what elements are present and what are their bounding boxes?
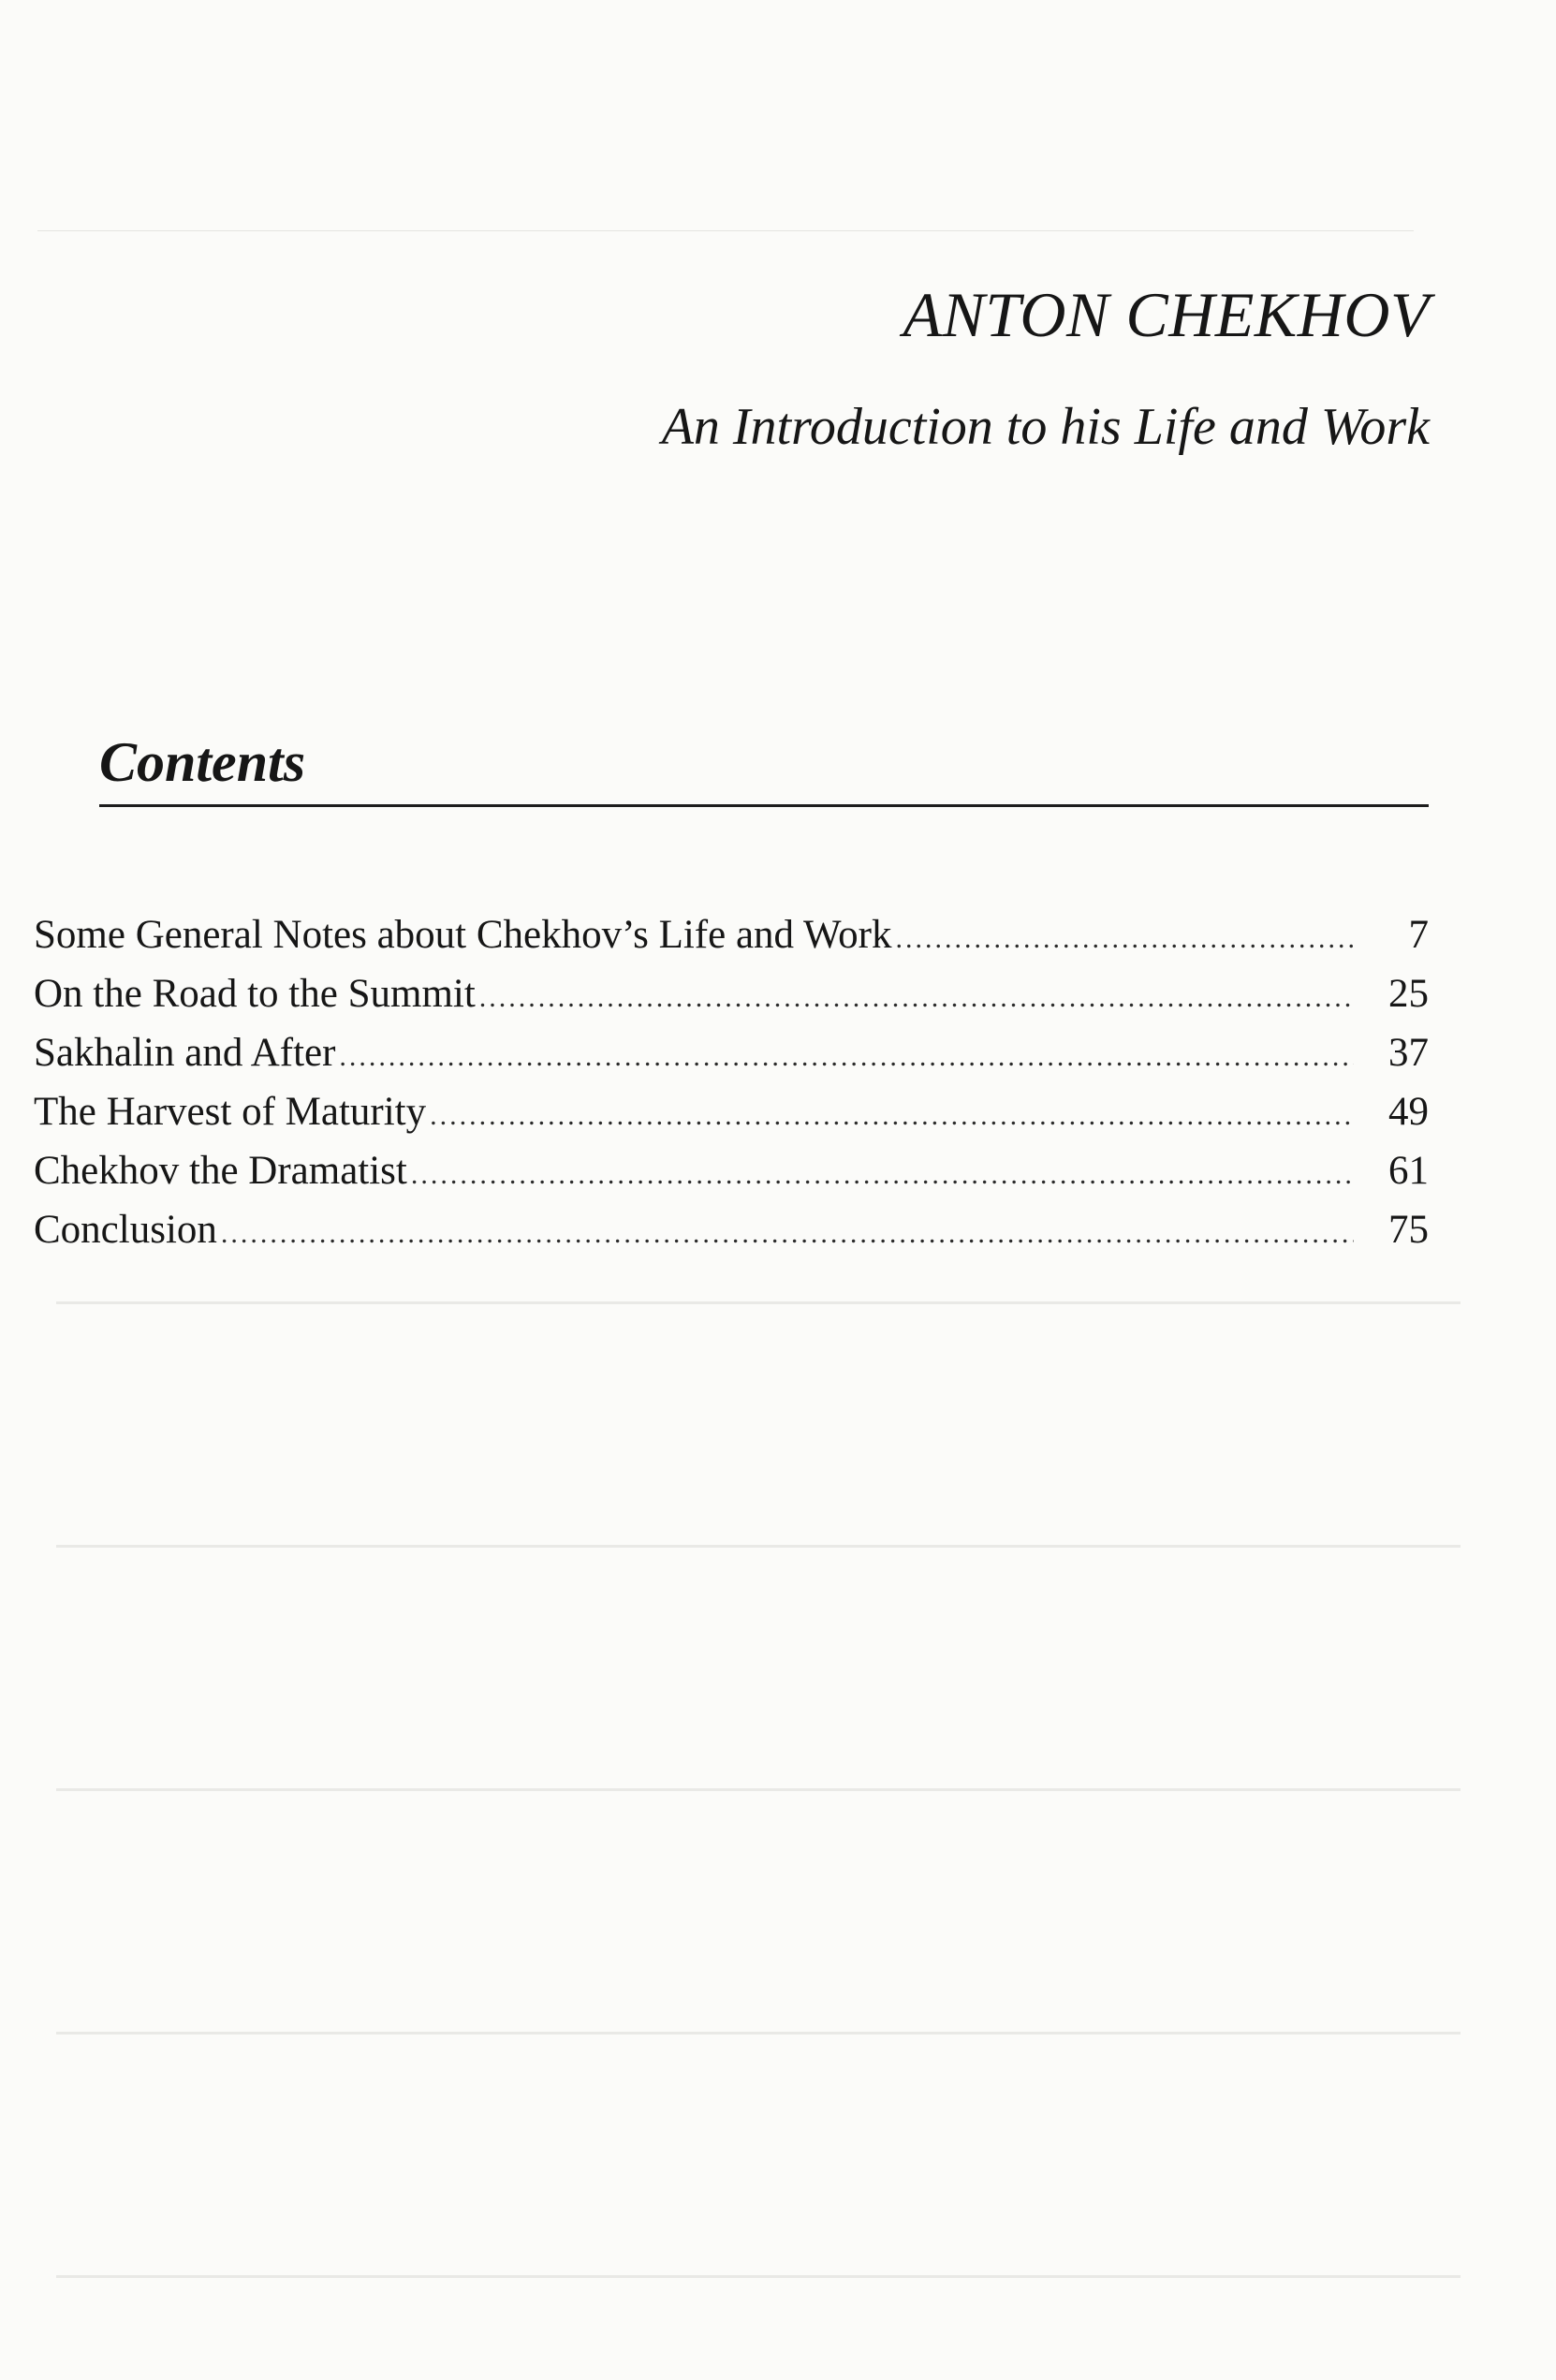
toc-entry-title: Sakhalin and After	[34, 1031, 336, 1075]
show-through-line	[56, 1788, 1461, 1791]
toc-entry-title: The Harvest of Maturity	[34, 1090, 427, 1134]
toc-entry[interactable]	[34, 1141, 1429, 1200]
toc-entry-title: On the Road to the Summit	[34, 972, 476, 1016]
toc-page-number: 7	[1408, 913, 1429, 957]
toc-entry-title: Conclusion	[34, 1208, 217, 1252]
show-through-line	[56, 2032, 1461, 2035]
book-title: ANTON CHEKHOV	[903, 279, 1430, 350]
toc-page-number: 37	[1388, 1031, 1429, 1075]
toc-page-number: 25	[1388, 972, 1429, 1016]
toc-dot-leader	[339, 1027, 1354, 1086]
show-through-line	[56, 1301, 1461, 1304]
toc-entry[interactable]	[34, 1023, 1429, 1082]
toc-entry-title: Chekhov the Dramatist	[34, 1149, 407, 1193]
contents-heading: Contents	[99, 731, 306, 793]
toc-dot-leader	[895, 909, 1354, 968]
toc-entry[interactable]	[34, 905, 1429, 964]
toc-page-number: 75	[1388, 1208, 1429, 1252]
toc-dot-leader	[430, 1086, 1354, 1145]
contents-rule	[99, 804, 1429, 807]
header-rule	[37, 230, 1414, 231]
toc-dot-leader	[221, 1204, 1354, 1263]
show-through-line	[56, 1545, 1461, 1548]
toc-entry[interactable]	[34, 1200, 1429, 1259]
show-through-line	[56, 2275, 1461, 2278]
book-subtitle: An Introduction to his Life and Work	[661, 398, 1430, 456]
toc-entry[interactable]	[34, 964, 1429, 1023]
toc-dot-leader	[479, 968, 1354, 1027]
toc-page-number: 61	[1388, 1149, 1429, 1193]
toc-dot-leader	[411, 1145, 1354, 1204]
table-of-contents	[34, 905, 1429, 1259]
toc-entry[interactable]	[34, 1082, 1429, 1141]
toc-entry-title: Some General Notes about Chekhov’s Life and Work	[34, 913, 892, 957]
toc-page-number: 49	[1388, 1090, 1429, 1134]
